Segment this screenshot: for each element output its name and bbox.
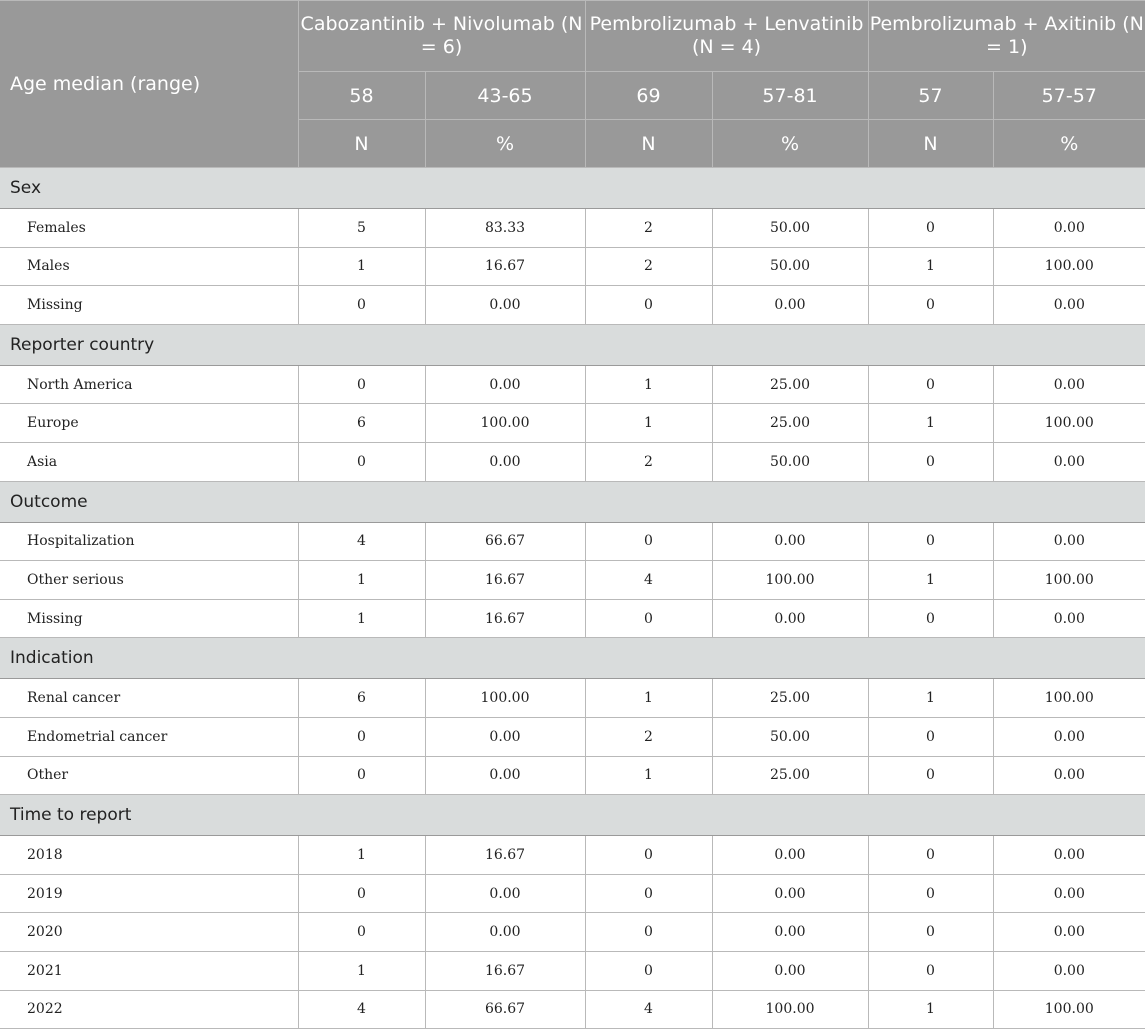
percent-cell: 0.00 bbox=[993, 442, 1145, 481]
row-label: Endometrial cancer bbox=[0, 717, 298, 756]
percent-cell: 16.67 bbox=[425, 561, 585, 600]
table-row bbox=[0, 599, 1145, 638]
count-cell: 0 bbox=[868, 209, 993, 248]
percent-cell: 0.00 bbox=[993, 209, 1145, 248]
row-label: Renal cancer bbox=[0, 679, 298, 718]
age-median-label: Age median (range) bbox=[0, 1, 298, 168]
percent-cell: 0.00 bbox=[993, 836, 1145, 875]
section-row bbox=[0, 481, 1145, 522]
section-row bbox=[0, 638, 1145, 679]
percent-cell: 50.00 bbox=[712, 247, 868, 286]
count-cell: 2 bbox=[585, 717, 712, 756]
percent-cell: 0.00 bbox=[993, 717, 1145, 756]
table-header bbox=[0, 1, 1145, 168]
count-cell: 0 bbox=[585, 599, 712, 638]
count-cell: 2 bbox=[585, 209, 712, 248]
percent-cell: 0.00 bbox=[712, 836, 868, 875]
age-range-value: 43-65 bbox=[425, 72, 585, 120]
count-cell: 6 bbox=[298, 679, 425, 718]
percent-cell: 100.00 bbox=[712, 561, 868, 600]
percent-cell: 0.00 bbox=[993, 913, 1145, 952]
count-cell: 0 bbox=[585, 874, 712, 913]
column-header-n: N bbox=[298, 120, 425, 168]
count-cell: 1 bbox=[868, 561, 993, 600]
section-title: Time to report bbox=[0, 795, 1145, 836]
count-cell: 0 bbox=[298, 874, 425, 913]
count-cell: 0 bbox=[868, 286, 993, 325]
percent-cell: 83.33 bbox=[425, 209, 585, 248]
row-label: Missing bbox=[0, 286, 298, 325]
percent-cell: 66.67 bbox=[425, 990, 585, 1029]
section-title: Outcome bbox=[0, 481, 1145, 522]
percent-cell: 0.00 bbox=[993, 599, 1145, 638]
percent-cell: 0.00 bbox=[712, 286, 868, 325]
section-title: Indication bbox=[0, 638, 1145, 679]
percent-cell: 25.00 bbox=[712, 679, 868, 718]
age-median-value: 57 bbox=[868, 72, 993, 120]
percent-cell: 25.00 bbox=[712, 404, 868, 443]
count-cell: 0 bbox=[298, 442, 425, 481]
table-row bbox=[0, 247, 1145, 286]
count-cell: 0 bbox=[868, 756, 993, 795]
row-label: Males bbox=[0, 247, 298, 286]
count-cell: 4 bbox=[298, 990, 425, 1029]
percent-cell: 0.00 bbox=[993, 365, 1145, 404]
row-label: 2020 bbox=[0, 913, 298, 952]
row-label: 2018 bbox=[0, 836, 298, 875]
count-cell: 0 bbox=[868, 522, 993, 561]
row-label: Hospitalization bbox=[0, 522, 298, 561]
section-title: Reporter country bbox=[0, 324, 1145, 365]
row-label: 2019 bbox=[0, 874, 298, 913]
percent-cell: 100.00 bbox=[712, 990, 868, 1029]
percent-cell: 100.00 bbox=[993, 679, 1145, 718]
count-cell: 0 bbox=[868, 717, 993, 756]
count-cell: 6 bbox=[298, 404, 425, 443]
percent-cell: 100.00 bbox=[993, 990, 1145, 1029]
table-row bbox=[0, 836, 1145, 875]
table-row bbox=[0, 951, 1145, 990]
column-header-n: N bbox=[868, 120, 993, 168]
count-cell: 0 bbox=[585, 286, 712, 325]
section-row bbox=[0, 324, 1145, 365]
count-cell: 0 bbox=[868, 951, 993, 990]
percent-cell: 100.00 bbox=[425, 404, 585, 443]
percent-cell: 100.00 bbox=[425, 679, 585, 718]
percent-cell: 100.00 bbox=[993, 247, 1145, 286]
table-row bbox=[0, 442, 1145, 481]
table-row bbox=[0, 404, 1145, 443]
row-label: North America bbox=[0, 365, 298, 404]
section-row bbox=[0, 168, 1145, 209]
count-cell: 0 bbox=[298, 913, 425, 952]
percent-cell: 0.00 bbox=[425, 913, 585, 952]
percent-cell: 0.00 bbox=[993, 951, 1145, 990]
count-cell: 1 bbox=[868, 679, 993, 718]
count-cell: 1 bbox=[585, 679, 712, 718]
percent-cell: 0.00 bbox=[712, 522, 868, 561]
count-cell: 0 bbox=[868, 874, 993, 913]
percent-cell: 0.00 bbox=[712, 951, 868, 990]
count-cell: 2 bbox=[585, 247, 712, 286]
percent-cell: 0.00 bbox=[993, 874, 1145, 913]
count-cell: 0 bbox=[298, 717, 425, 756]
table-row bbox=[0, 209, 1145, 248]
percent-cell: 0.00 bbox=[425, 756, 585, 795]
percent-cell: 16.67 bbox=[425, 951, 585, 990]
count-cell: 1 bbox=[868, 247, 993, 286]
count-cell: 0 bbox=[585, 913, 712, 952]
percent-cell: 0.00 bbox=[712, 874, 868, 913]
count-cell: 1 bbox=[298, 599, 425, 638]
table-row bbox=[0, 874, 1145, 913]
count-cell: 0 bbox=[585, 951, 712, 990]
count-cell: 1 bbox=[868, 990, 993, 1029]
percent-cell: 0.00 bbox=[712, 913, 868, 952]
group-header-pembrolizumab-lenvatinib: Pembrolizumab + Lenvatinib (N = 4) bbox=[585, 1, 868, 72]
row-label: Missing bbox=[0, 599, 298, 638]
age-median-value: 69 bbox=[585, 72, 712, 120]
percent-cell: 0.00 bbox=[425, 874, 585, 913]
percent-cell: 50.00 bbox=[712, 209, 868, 248]
table-row bbox=[0, 365, 1145, 404]
group-header-pembrolizumab-axitinib: Pembrolizumab + Axitinib (N = 1) bbox=[868, 1, 1145, 72]
count-cell: 1 bbox=[298, 836, 425, 875]
table-row bbox=[0, 286, 1145, 325]
count-cell: 4 bbox=[585, 561, 712, 600]
percent-cell: 25.00 bbox=[712, 756, 868, 795]
table-row bbox=[0, 679, 1145, 718]
percent-cell: 0.00 bbox=[425, 717, 585, 756]
count-cell: 0 bbox=[585, 836, 712, 875]
table-row bbox=[0, 756, 1145, 795]
table-row bbox=[0, 522, 1145, 561]
count-cell: 1 bbox=[585, 404, 712, 443]
count-cell: 4 bbox=[298, 522, 425, 561]
percent-cell: 50.00 bbox=[712, 442, 868, 481]
row-label: Asia bbox=[0, 442, 298, 481]
table-row bbox=[0, 913, 1145, 952]
count-cell: 0 bbox=[868, 365, 993, 404]
count-cell: 1 bbox=[298, 247, 425, 286]
count-cell: 0 bbox=[868, 913, 993, 952]
table-row bbox=[0, 561, 1145, 600]
count-cell: 2 bbox=[585, 442, 712, 481]
percent-cell: 0.00 bbox=[425, 286, 585, 325]
count-cell: 0 bbox=[298, 365, 425, 404]
count-cell: 0 bbox=[868, 599, 993, 638]
row-label: 2022 bbox=[0, 990, 298, 1029]
group-header-cabozantinib-nivolumab: Cabozantinib + Nivolumab (N = 6) bbox=[298, 1, 585, 72]
age-range-value: 57-81 bbox=[712, 72, 868, 120]
column-header-percent: % bbox=[425, 120, 585, 168]
table-row bbox=[0, 717, 1145, 756]
row-label: 2021 bbox=[0, 951, 298, 990]
percent-cell: 0.00 bbox=[993, 756, 1145, 795]
count-cell: 1 bbox=[585, 365, 712, 404]
section-row bbox=[0, 795, 1145, 836]
percent-cell: 66.67 bbox=[425, 522, 585, 561]
table-row bbox=[0, 990, 1145, 1029]
age-range-value: 57-57 bbox=[993, 72, 1145, 120]
percent-cell: 16.67 bbox=[425, 599, 585, 638]
count-cell: 0 bbox=[298, 286, 425, 325]
count-cell: 0 bbox=[868, 442, 993, 481]
percent-cell: 0.00 bbox=[712, 599, 868, 638]
count-cell: 1 bbox=[868, 404, 993, 443]
row-label: Europe bbox=[0, 404, 298, 443]
row-label: Other serious bbox=[0, 561, 298, 600]
count-cell: 0 bbox=[298, 756, 425, 795]
percent-cell: 0.00 bbox=[425, 442, 585, 481]
percent-cell: 0.00 bbox=[993, 522, 1145, 561]
percent-cell: 25.00 bbox=[712, 365, 868, 404]
percent-cell: 50.00 bbox=[712, 717, 868, 756]
percent-cell: 100.00 bbox=[993, 561, 1145, 600]
percent-cell: 100.00 bbox=[993, 404, 1145, 443]
column-header-n: N bbox=[585, 120, 712, 168]
table-body bbox=[0, 168, 1145, 1029]
count-cell: 0 bbox=[585, 522, 712, 561]
percent-cell: 16.67 bbox=[425, 247, 585, 286]
column-header-percent: % bbox=[712, 120, 868, 168]
percent-cell: 0.00 bbox=[993, 286, 1145, 325]
percent-cell: 16.67 bbox=[425, 836, 585, 875]
count-cell: 1 bbox=[298, 951, 425, 990]
percent-cell: 0.00 bbox=[425, 365, 585, 404]
count-cell: 0 bbox=[868, 836, 993, 875]
section-title: Sex bbox=[0, 168, 1145, 209]
count-cell: 1 bbox=[298, 561, 425, 600]
row-label: Females bbox=[0, 209, 298, 248]
column-header-percent: % bbox=[993, 120, 1145, 168]
age-median-value: 58 bbox=[298, 72, 425, 120]
count-cell: 1 bbox=[585, 756, 712, 795]
count-cell: 4 bbox=[585, 990, 712, 1029]
count-cell: 5 bbox=[298, 209, 425, 248]
row-label: Other bbox=[0, 756, 298, 795]
